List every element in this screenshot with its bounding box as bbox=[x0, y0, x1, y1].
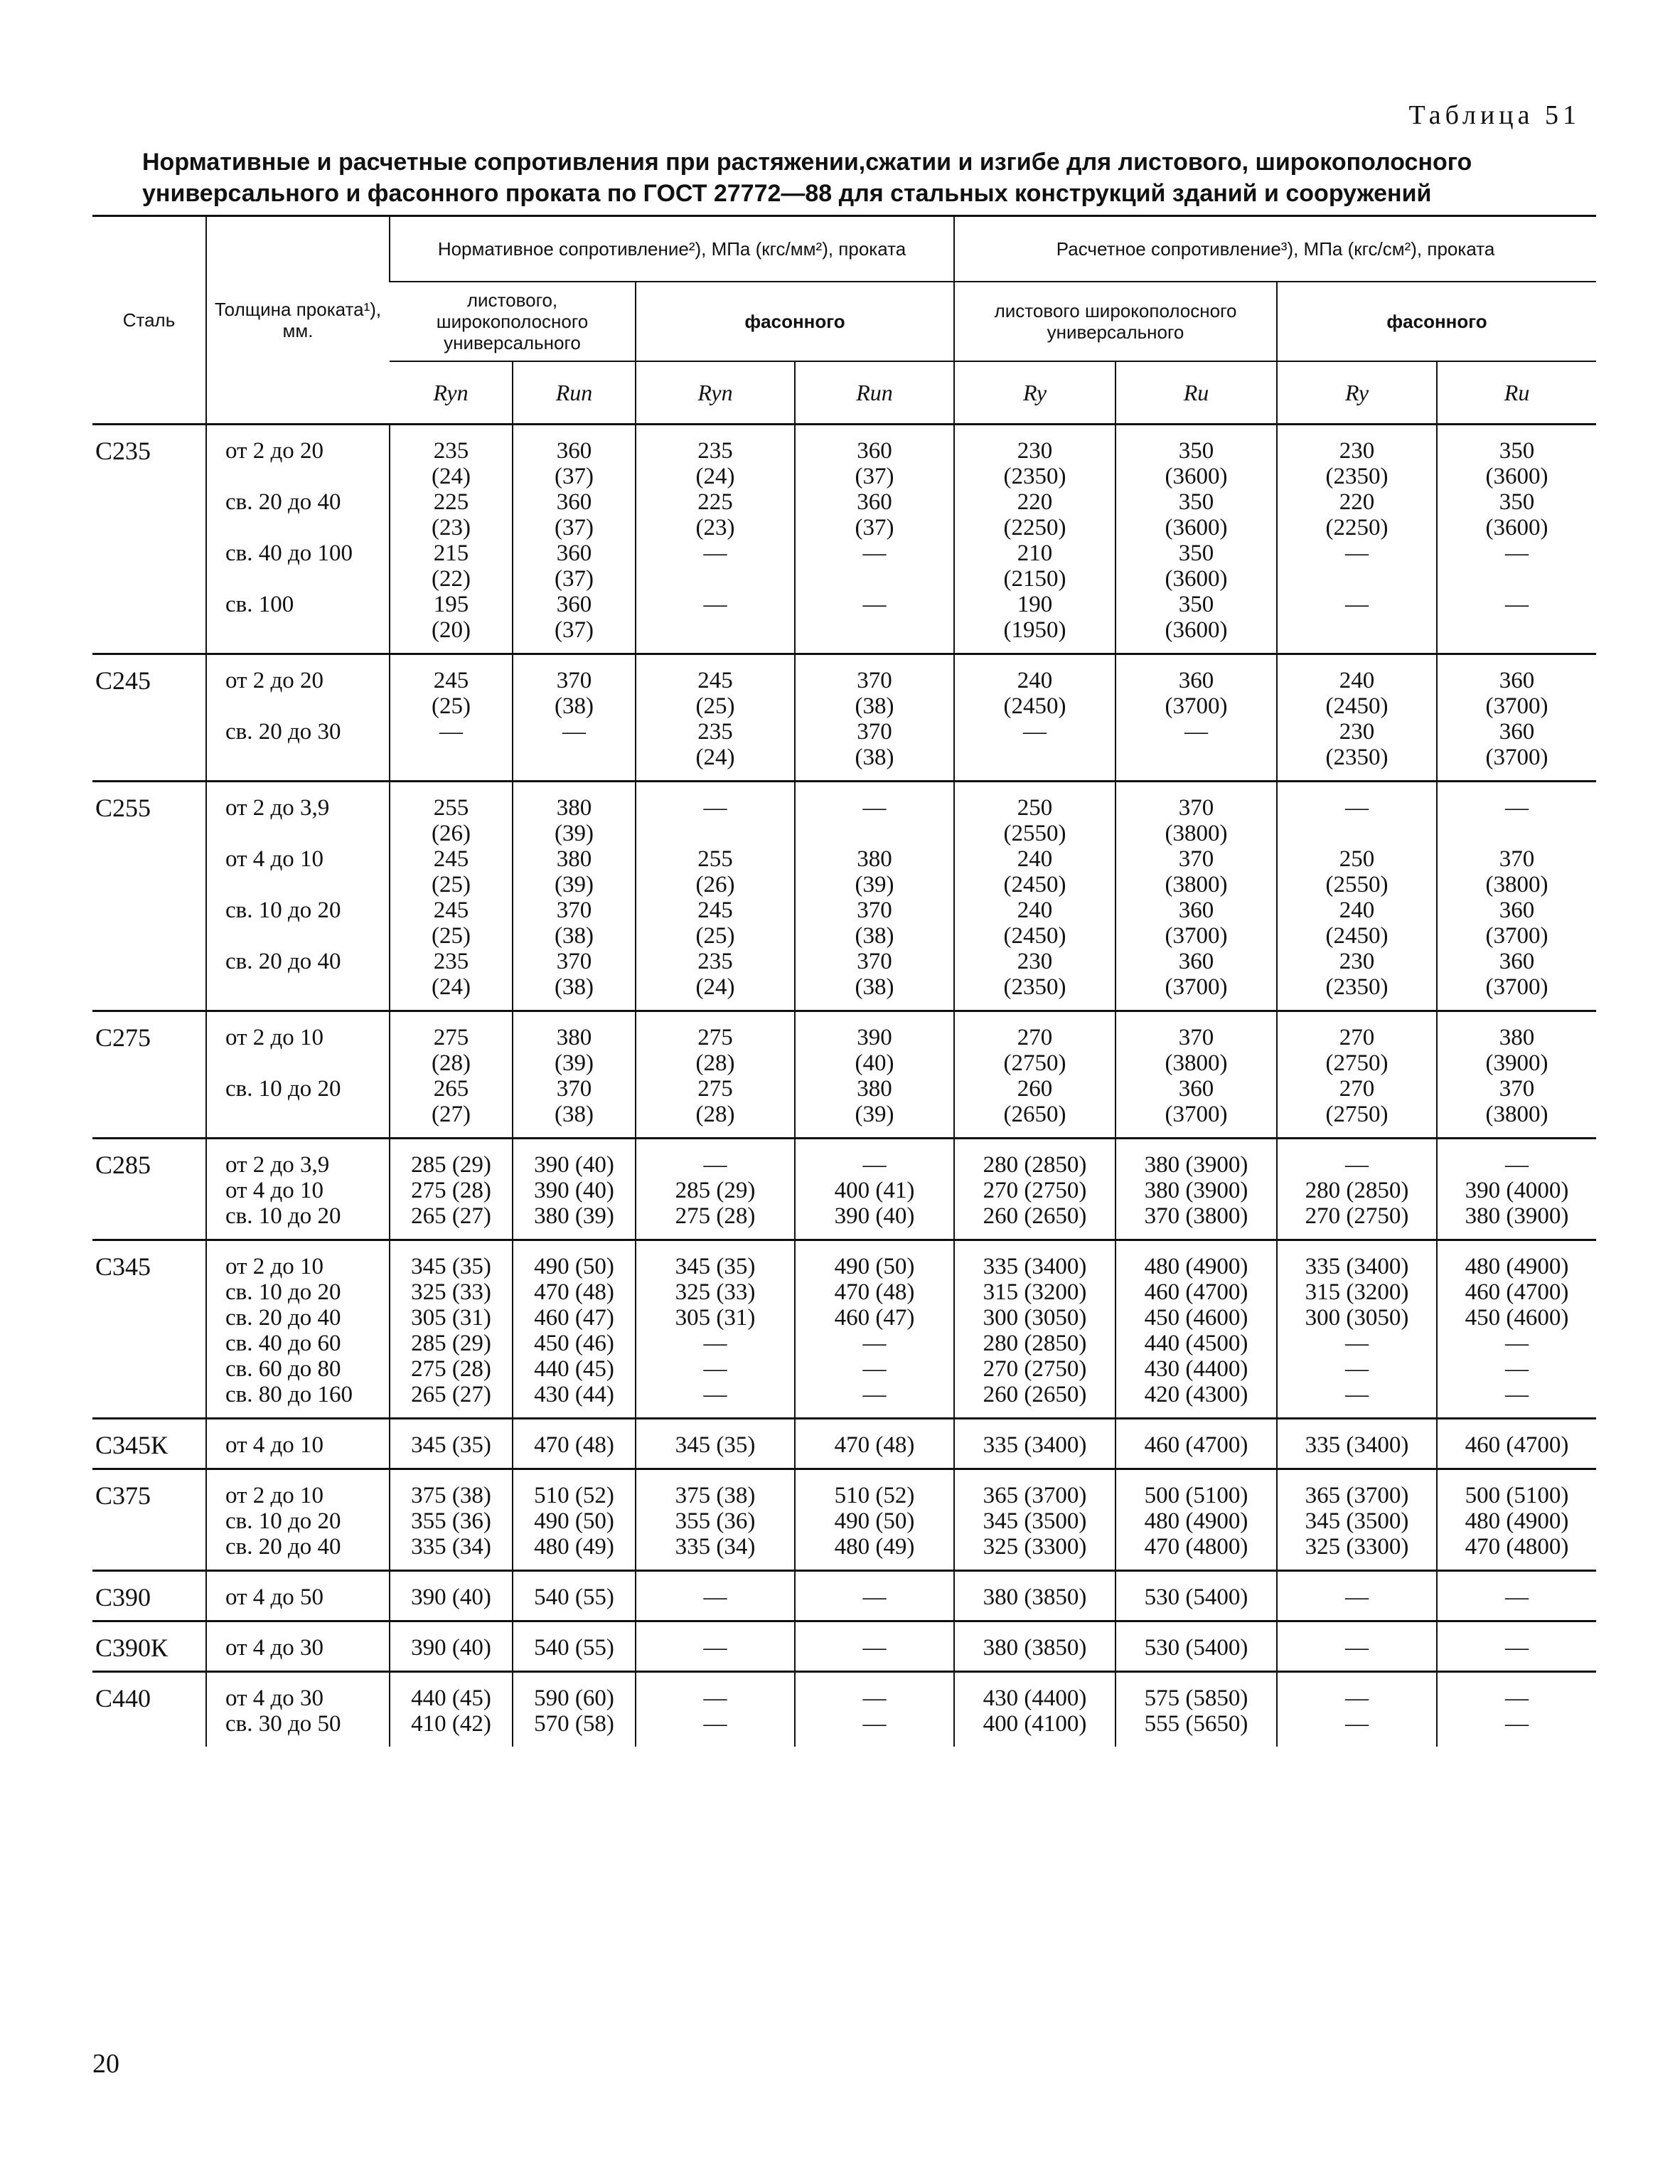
run-shaped-cell: — bbox=[795, 1621, 954, 1672]
col-design-shaped: фасонного bbox=[1277, 282, 1596, 361]
table-row bbox=[92, 1139, 1596, 1240]
ru-sheet-cell: 530 (5400) bbox=[1115, 1571, 1277, 1621]
steel-cell: С345К bbox=[95, 1431, 168, 1459]
ryn-shaped-cell: 345 (35) 325 (33) 305 (31) — — — bbox=[636, 1240, 795, 1419]
table-body bbox=[92, 425, 1596, 1747]
ryn-shaped-cell: — — bbox=[636, 1672, 795, 1747]
ryn-sheet-cell: 345 (35) bbox=[390, 1419, 513, 1469]
table-row bbox=[92, 1571, 1596, 1621]
thickness-cell: от 2 до 20 св. 20 до 30 bbox=[206, 654, 390, 782]
ru-shaped-cell: — 370 (3800) 360 (3700) 360 (3700) bbox=[1437, 782, 1596, 1011]
ru-sheet-cell: 575 (5850) 555 (5650) bbox=[1115, 1672, 1277, 1747]
ry-shaped-cell: 230 (2350) 220 (2250) — — bbox=[1277, 425, 1437, 654]
ru-shaped-cell: — bbox=[1437, 1571, 1596, 1621]
ryn-shaped-cell: — 255 (26) 245 (25) 235 (24) bbox=[636, 782, 795, 1011]
ryn-sheet-cell: 375 (38) 355 (36) 335 (34) bbox=[390, 1469, 513, 1571]
run-sheet-cell: 540 (55) bbox=[513, 1571, 636, 1621]
run-sheet-cell: 360 (37) 360 (37) 360 (37) 360 (37) bbox=[513, 425, 636, 654]
thickness-cell: от 4 до 50 bbox=[206, 1571, 390, 1621]
ryn-shaped-cell: 375 (38) 355 (36) 335 (34) bbox=[636, 1469, 795, 1571]
ryn-sheet-cell: 285 (29) 275 (28) 265 (27) bbox=[390, 1139, 513, 1240]
ru-shaped-cell: 360 (3700) 360 (3700) bbox=[1437, 654, 1596, 782]
col-design-sheet: листового широкополосного универсального bbox=[954, 282, 1277, 361]
ry-sheet-cell: 250 (2550) 240 (2450) 240 (2450) 230 (2350) bbox=[954, 782, 1115, 1011]
ru-shaped-cell: 500 (5100) 480 (4900) 470 (4800) bbox=[1437, 1469, 1596, 1571]
ryn-sheet-cell: 275 (28) 265 (27) bbox=[390, 1011, 513, 1139]
thickness-cell: от 2 до 3,9 от 4 до 10 св. 10 до 20 св. 20 до 40 bbox=[206, 782, 390, 1011]
run-sheet-cell: 490 (50) 470 (48) 460 (47) 450 (46) 440 (45) 430 (44) bbox=[513, 1240, 636, 1419]
steel-cell: С390К bbox=[95, 1634, 168, 1662]
run-shaped-cell: — bbox=[795, 1571, 954, 1621]
ru-shaped-cell: 380 (3900) 370 (3800) bbox=[1437, 1011, 1596, 1139]
col-normative-sheet: листового, широкополосного универсального bbox=[390, 282, 636, 361]
ru-shaped-cell: 480 (4900) 460 (4700) 450 (4600) — — — bbox=[1437, 1240, 1596, 1419]
ryn-shaped-cell: — bbox=[636, 1571, 795, 1621]
run-shaped-cell: 470 (48) bbox=[795, 1419, 954, 1469]
ry-shaped-cell: 365 (3700) 345 (3500) 325 (3300) bbox=[1277, 1469, 1437, 1571]
ryn-shaped-cell: — bbox=[636, 1621, 795, 1672]
ru-sheet-cell: 530 (5400) bbox=[1115, 1621, 1277, 1672]
ryn-sheet-cell: 245 (25) — bbox=[390, 654, 513, 782]
steel-cell: С440 bbox=[95, 1684, 151, 1712]
steel-cell: С390 bbox=[95, 1583, 151, 1612]
col-run-sheet: Run bbox=[513, 361, 636, 425]
table-row bbox=[92, 1419, 1596, 1469]
ry-sheet-cell: 335 (3400) bbox=[954, 1419, 1115, 1469]
ry-shaped-cell: — bbox=[1277, 1621, 1437, 1672]
table-row bbox=[92, 654, 1596, 782]
ry-sheet-cell: 240 (2450) — bbox=[954, 654, 1115, 782]
thickness-cell: от 2 до 10 св. 10 до 20 bbox=[206, 1011, 390, 1139]
thickness-cell: от 2 до 10 св. 10 до 20 св. 20 до 40 bbox=[206, 1469, 390, 1571]
run-shaped-cell: 390 (40) 380 (39) bbox=[795, 1011, 954, 1139]
run-sheet-cell: 590 (60) 570 (58) bbox=[513, 1672, 636, 1747]
run-shaped-cell: — — bbox=[795, 1672, 954, 1747]
run-sheet-cell: 540 (55) bbox=[513, 1621, 636, 1672]
ryn-sheet-cell: 390 (40) bbox=[390, 1621, 513, 1672]
ry-sheet-cell: 380 (3850) bbox=[954, 1621, 1115, 1672]
table-row bbox=[92, 782, 1596, 1011]
ru-sheet-cell: 370 (3800) 360 (3700) bbox=[1115, 1011, 1277, 1139]
page-number: 20 bbox=[92, 2049, 119, 2079]
resistance-table bbox=[92, 215, 1596, 1747]
run-sheet-cell: 510 (52) 490 (50) 480 (49) bbox=[513, 1469, 636, 1571]
ru-shaped-cell: 350 (3600) 350 (3600) — — bbox=[1437, 425, 1596, 654]
ry-shaped-cell: — — bbox=[1277, 1672, 1437, 1747]
table-row bbox=[92, 1469, 1596, 1571]
steel-cell: С345 bbox=[95, 1252, 151, 1281]
col-design: Расчетное сопротивление³), МПа (кгс/см²), проката bbox=[954, 216, 1596, 282]
ru-shaped-cell: 460 (4700) bbox=[1437, 1419, 1596, 1469]
ry-shaped-cell: — bbox=[1277, 1571, 1437, 1621]
run-shaped-cell: 360 (37) 360 (37) — — bbox=[795, 425, 954, 654]
steel-cell: С255 bbox=[95, 794, 151, 822]
ryn-sheet-cell: 235 (24) 225 (23) 215 (22) 195 (20) bbox=[390, 425, 513, 654]
ryn-shaped-cell: 235 (24) 225 (23) — — bbox=[636, 425, 795, 654]
thickness-cell: от 2 до 10 св. 10 до 20 св. 20 до 40 св. 40 до 60 св. 60 до 80 св. 80 до 160 bbox=[206, 1240, 390, 1419]
ry-sheet-cell: 280 (2850) 270 (2750) 260 (2650) bbox=[954, 1139, 1115, 1240]
ry-sheet-cell: 380 (3850) bbox=[954, 1571, 1115, 1621]
ryn-sheet-cell: 255 (26) 245 (25) 245 (25) 235 (24) bbox=[390, 782, 513, 1011]
run-sheet-cell: 380 (39) 370 (38) bbox=[513, 1011, 636, 1139]
ry-shaped-cell: — 280 (2850) 270 (2750) bbox=[1277, 1139, 1437, 1240]
col-ry-sheet: Ry bbox=[954, 361, 1115, 425]
col-thickness: Толщина проката¹), мм. bbox=[206, 216, 390, 425]
thickness-cell: от 4 до 10 bbox=[206, 1419, 390, 1469]
ryn-shaped-cell: 275 (28) 275 (28) bbox=[636, 1011, 795, 1139]
ru-shaped-cell: — — bbox=[1437, 1672, 1596, 1747]
col-ryn-sheet: Ryn bbox=[390, 361, 513, 425]
steel-cell: С245 bbox=[95, 666, 151, 695]
thickness-cell: от 2 до 3,9 от 4 до 10 св. 10 до 20 bbox=[206, 1139, 390, 1240]
ry-shaped-cell: 240 (2450) 230 (2350) bbox=[1277, 654, 1437, 782]
col-ryn-shaped: Ryn bbox=[636, 361, 795, 425]
ru-sheet-cell: 500 (5100) 480 (4900) 470 (4800) bbox=[1115, 1469, 1277, 1571]
ryn-shaped-cell: 245 (25) 235 (24) bbox=[636, 654, 795, 782]
thickness-cell: от 4 до 30 bbox=[206, 1621, 390, 1672]
ry-shaped-cell: — 250 (2550) 240 (2450) 230 (2350) bbox=[1277, 782, 1437, 1011]
ry-sheet-cell: 270 (2750) 260 (2650) bbox=[954, 1011, 1115, 1139]
steel-cell: С375 bbox=[95, 1481, 151, 1510]
ryn-shaped-cell: — 285 (29) 275 (28) bbox=[636, 1139, 795, 1240]
ryn-sheet-cell: 345 (35) 325 (33) 305 (31) 285 (29) 275 (28) 265 (27) bbox=[390, 1240, 513, 1419]
ry-shaped-cell: 270 (2750) 270 (2750) bbox=[1277, 1011, 1437, 1139]
table-caption: Нормативные и расчетные сопротивления при растяжении,сжатии и изгибе для листового, широкополосного универсального и фасонного проката по ГОСТ 27772—88 для стальных конструкций зданий и сооружений bbox=[142, 149, 1472, 207]
ru-shaped-cell: — 390 (4000) 380 (3900) bbox=[1437, 1139, 1596, 1240]
ry-sheet-cell: 230 (2350) 220 (2250) 210 (2150) 190 (1950) bbox=[954, 425, 1115, 654]
col-ru-shaped: Ru bbox=[1437, 361, 1596, 425]
col-ru-sheet: Ru bbox=[1115, 361, 1277, 425]
table-row bbox=[92, 1011, 1596, 1139]
run-shaped-cell: 510 (52) 490 (50) 480 (49) bbox=[795, 1469, 954, 1571]
ry-sheet-cell: 335 (3400) 315 (3200) 300 (3050) 280 (2850) 270 (2750) 260 (2650) bbox=[954, 1240, 1115, 1419]
col-steel: Сталь bbox=[92, 216, 206, 425]
table-row bbox=[92, 425, 1596, 654]
ru-sheet-cell: 350 (3600) 350 (3600) 350 (3600) 350 (3600) bbox=[1115, 425, 1277, 654]
run-sheet-cell: 390 (40) 390 (40) 380 (39) bbox=[513, 1139, 636, 1240]
table-row bbox=[92, 1621, 1596, 1672]
col-run-shaped: Run bbox=[795, 361, 954, 425]
steel-cell: С275 bbox=[95, 1023, 151, 1052]
run-shaped-cell: 370 (38) 370 (38) bbox=[795, 654, 954, 782]
ru-sheet-cell: 360 (3700) — bbox=[1115, 654, 1277, 782]
run-shaped-cell: 490 (50) 470 (48) 460 (47) — — — bbox=[795, 1240, 954, 1419]
table-number: Таблица 51 bbox=[1408, 100, 1580, 130]
ru-shaped-cell: — bbox=[1437, 1621, 1596, 1672]
ry-sheet-cell: 430 (4400) 400 (4100) bbox=[954, 1672, 1115, 1747]
run-shaped-cell: — 380 (39) 370 (38) 370 (38) bbox=[795, 782, 954, 1011]
ryn-sheet-cell: 390 (40) bbox=[390, 1571, 513, 1621]
run-sheet-cell: 380 (39) 380 (39) 370 (38) 370 (38) bbox=[513, 782, 636, 1011]
col-normative: Нормативное сопротивление²), МПа (кгс/мм²), проката bbox=[390, 216, 954, 282]
run-sheet-cell: 370 (38) — bbox=[513, 654, 636, 782]
ru-sheet-cell: 370 (3800) 370 (3800) 360 (3700) 360 (3700) bbox=[1115, 782, 1277, 1011]
run-sheet-cell: 470 (48) bbox=[513, 1419, 636, 1469]
ryn-sheet-cell: 440 (45) 410 (42) bbox=[390, 1672, 513, 1747]
thickness-cell: от 4 до 30 св. 30 до 50 bbox=[206, 1672, 390, 1747]
ry-shaped-cell: 335 (3400) bbox=[1277, 1419, 1437, 1469]
ru-sheet-cell: 480 (4900) 460 (4700) 450 (4600) 440 (4500) 430 (4400) 420 (4300) bbox=[1115, 1240, 1277, 1419]
ru-sheet-cell: 380 (3900) 380 (3900) 370 (3800) bbox=[1115, 1139, 1277, 1240]
col-normative-shaped: фасонного bbox=[636, 282, 954, 361]
ru-sheet-cell: 460 (4700) bbox=[1115, 1419, 1277, 1469]
run-shaped-cell: — 400 (41) 390 (40) bbox=[795, 1139, 954, 1240]
steel-cell: С235 bbox=[95, 437, 151, 465]
table-row bbox=[92, 1240, 1596, 1419]
ryn-shaped-cell: 345 (35) bbox=[636, 1419, 795, 1469]
steel-cell: С285 bbox=[95, 1151, 151, 1179]
table-row bbox=[92, 1672, 1596, 1747]
ry-shaped-cell: 335 (3400) 315 (3200) 300 (3050) — — — bbox=[1277, 1240, 1437, 1419]
thickness-cell: от 2 до 20 св. 20 до 40 св. 40 до 100 св. 100 bbox=[206, 425, 390, 654]
col-ry-shaped: Ry bbox=[1277, 361, 1437, 425]
ry-sheet-cell: 365 (3700) 345 (3500) 325 (3300) bbox=[954, 1469, 1115, 1571]
